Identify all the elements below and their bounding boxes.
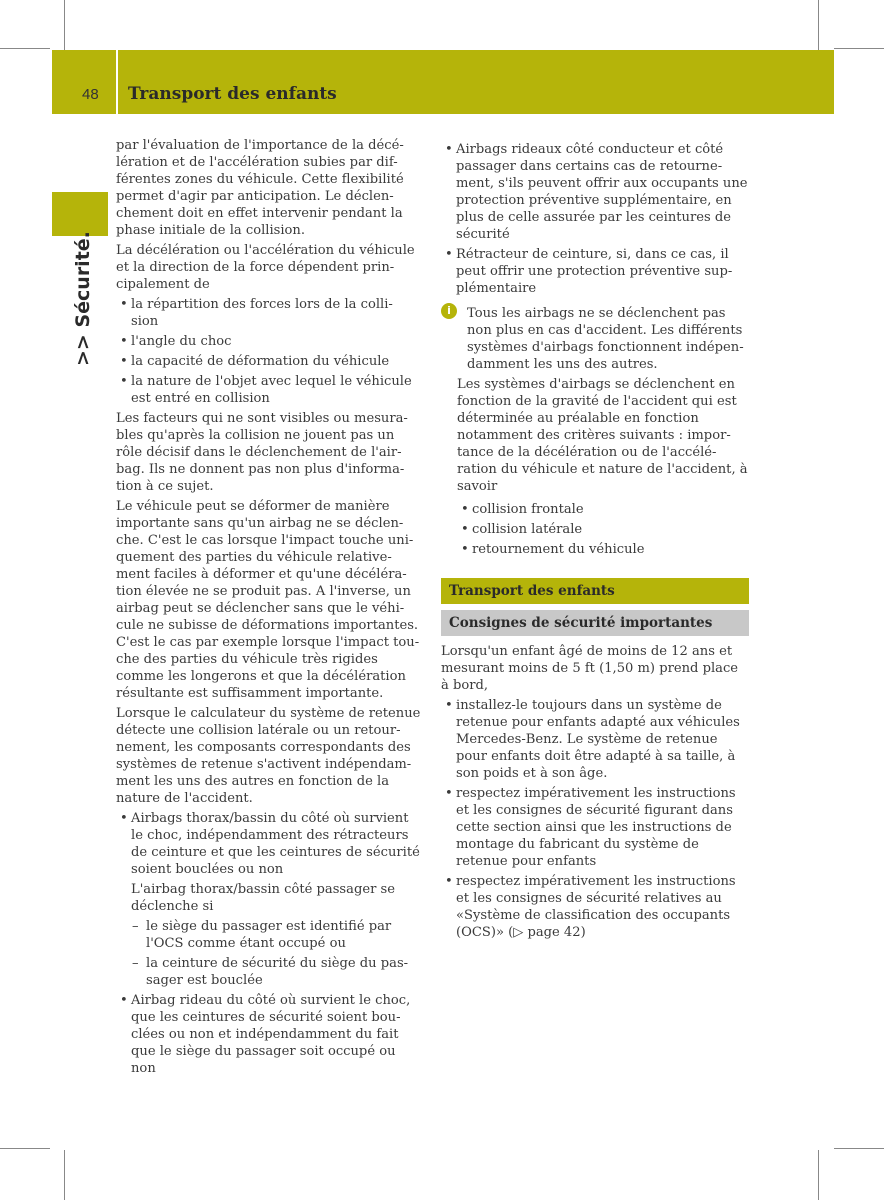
- crop-mark: [0, 48, 50, 49]
- list-item-subtext: L'airbag thorax/bassin côté passager se déclenche si: [131, 882, 395, 914]
- paragraph: Les facteurs qui ne sont visibles ou mesura- bles qu'après la collision ne jouent pas un rôle décisif dans le déclenchement de l'air- bag. Ils ne donnent pas non plus d'informa- tion à ce sujet.: [116, 411, 408, 494]
- side-tab-label: >> Sécurité.: [72, 231, 94, 366]
- dash-item: – la ceinture de sécurité du siège du pas- sager est bouclée: [116, 955, 424, 989]
- crop-mark: [834, 48, 884, 49]
- crop-mark: [818, 1150, 819, 1200]
- list-item: • la nature de l'objet avec lequel le véhicule est entré en collision: [116, 373, 424, 407]
- page-title: Transport des enfants: [128, 84, 337, 104]
- info-text: Tous les airbags ne se déclenchent pas non plus en cas d'accident. Les différents systèmes d'airbags fonctionnent indépen- damment les uns des autres.: [467, 306, 744, 372]
- header-bar: [52, 50, 834, 114]
- info-icon: i: [441, 303, 457, 319]
- list-item: • l'angle du choc: [116, 333, 424, 350]
- right-column: [441, 141, 749, 944]
- list-item: • la capacité de déformation du véhicule: [116, 353, 424, 370]
- crop-mark: [0, 1148, 50, 1149]
- list-item: • installez-le toujours dans un système de retenue pour enfants adapté aux véhicules Mercedes-Benz. Le système de retenue pour enfants doit être adapté à sa taille, à son poids et à son âge.: [441, 697, 749, 782]
- info-note: [441, 305, 749, 373]
- list-item: • respectez impérativement les instructions et les consignes de sécurité relatives au «Système de classification des occupants (OCS)» (▷ page 42): [441, 873, 749, 941]
- paragraph: Lorsque le calculateur du système de retenue détecte une collision latérale ou un retour- nement, les composants correspondants des systèmes de retenue s'activent indépendam- ment les uns des autres en fonction de la nature de l'accident.: [116, 706, 421, 806]
- list-item: • Airbags rideaux côté conducteur et côté passager dans certains cas de retourne- ment, s'ils peuvent offrir aux occupants une protection préventive supplémentaire, en plus de celle assurée par les ceintures de sécurité: [441, 141, 749, 243]
- list-item: • Rétracteur de ceinture, si, dans ce cas, il peut offrir une protection préventive sup- plémentaire: [441, 246, 749, 297]
- list-item: • Airbag rideau du côté où survient le choc, que les ceintures de sécurité soient bou- clées ou non et indépendamment du fait que le siège du passager soit occupé ou non: [116, 992, 424, 1077]
- header-divider: [116, 50, 118, 114]
- crop-mark: [818, 0, 819, 50]
- paragraph: par l'évaluation de l'importance de la décé- lération et de l'accélération subies par dif- férentes zones du véhicule. Cette flexibilité permet d'agir par anticipation. Le déclen- chement doit en effet intervenir pendant la phase initiale de la collision.: [116, 138, 404, 238]
- paragraph: Lorsqu'un enfant âgé de moins de 12 ans et mesurant moins de 5 ft (1,50 m) prend place à bord,: [441, 644, 739, 693]
- paragraph: La décélération ou l'accélération du véhicule et la direction de la force dépendent prin- cipalement de: [116, 243, 415, 292]
- list-item: • retournement du véhicule: [457, 541, 749, 558]
- list-item: • collision latérale: [457, 521, 749, 538]
- info-text: Les systèmes d'airbags se déclenchent en fonction de la gravité de l'accident qui est déterminée au préalable en fonction notamment des critères suivants : impor- tance de la décélération ou de l'accélé- ration du véhicule et nature de l'accident, à savoir: [457, 377, 748, 494]
- list-item: • Airbags thorax/bassin du côté où survient le choc, indépendamment des rétracteurs de ceinture et que les ceintures de sécurité soient bouclées ou non: [116, 810, 424, 878]
- subsection-title: Consignes de sécurité importantes: [441, 610, 749, 636]
- crop-mark: [834, 1148, 884, 1149]
- list-item: • la répartition des forces lors de la colli- sion: [116, 296, 424, 330]
- list-item: • collision frontale: [457, 501, 749, 518]
- crop-mark: [64, 0, 65, 50]
- section-title: Transport des enfants: [441, 578, 749, 604]
- list-item: • respectez impérativement les instructions et les consignes de sécurité figurant dans cette section ainsi que les instructions de montage du fabricant du système de retenue pour enfants: [441, 785, 749, 870]
- page-number: 48: [82, 86, 99, 103]
- dash-item: – le siège du passager est identifié par l'OCS comme étant occupé ou: [116, 918, 424, 952]
- side-tab-marker: [52, 192, 108, 236]
- crop-mark: [64, 1150, 65, 1200]
- paragraph: Le véhicule peut se déformer de manière importante sans qu'un airbag ne se déclen- che. C'est le cas lorsque l'impact touche uni- quement des parties du véhicule relative- ment faciles à déformer et qu'une décéléra- tion élevée ne se produit pas. A l'inverse, un airbag peut se déclencher sans que le véhi- cule ne subisse de déformations importantes. C'est le cas par exemple lorsque l'impact tou- che des parties du véhicule très rigides comme les longerons et que la décélération résultante est suffisamment importante.: [116, 499, 420, 701]
- left-column: [116, 137, 424, 1080]
